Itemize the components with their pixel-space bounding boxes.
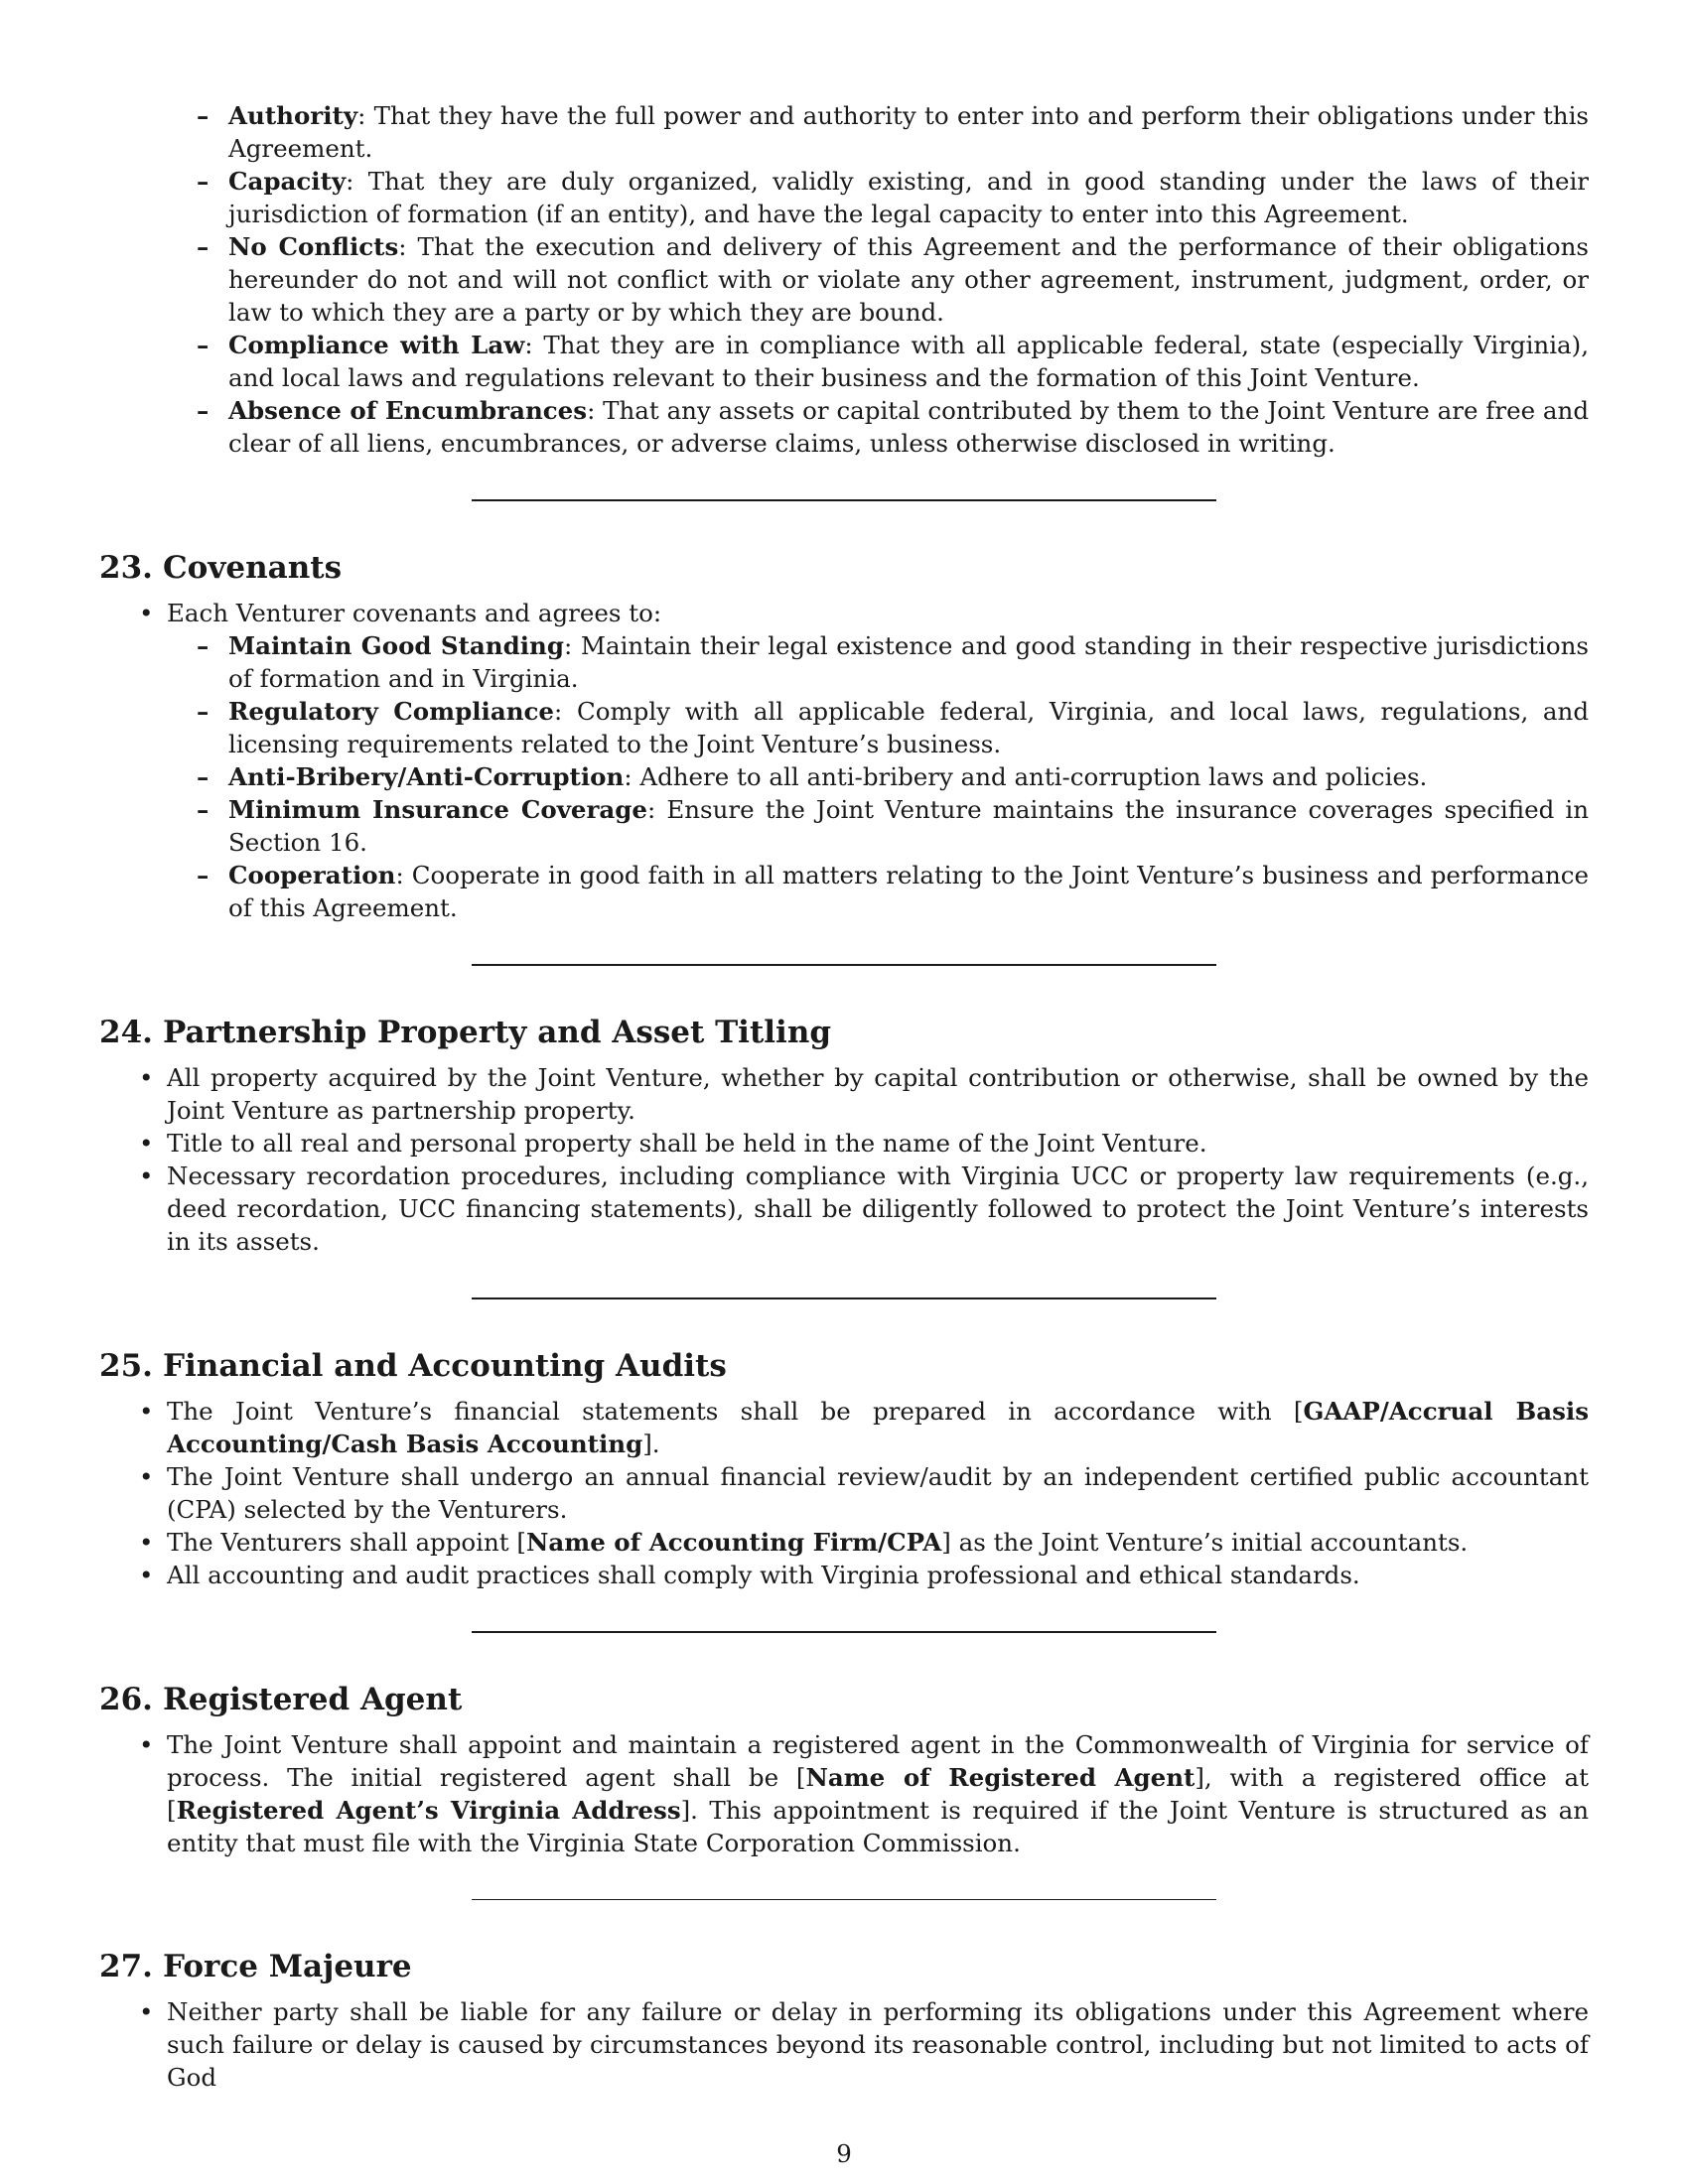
section-divider — [472, 1899, 1216, 1900]
list-item: • The Joint Venture shall undergo an annual financial review/audit by an independent certified public accountant (CPA) selected by the Venturers. — [167, 1460, 1589, 1526]
section-heading-23: 23. Covenants — [99, 550, 343, 586]
force-majeure-list — [99, 1995, 1589, 2094]
list-item: – Minimum Insurance Coverage: Ensure the Joint Venture maintains the insurance coverages specified in Section 16. — [228, 793, 1589, 859]
list-item: • The Venturers shall appoint [Name of Accounting Firm/CPA] as the Joint Venture’s initial accountants. — [167, 1526, 1589, 1559]
list-item: • The Joint Venture shall appoint and maintain a registered agent in the Commonwealth of Virginia for service of process. The initial registered agent shall be [Name of Registered Agent], with a registered office at [Registered Agent’s Virginia Address]. This appointment is required if the Joint Venture is structured as an entity that must file with the Virginia State Corporation Commission. — [167, 1728, 1589, 1859]
list-item: • Neither party shall be liable for any failure or delay in performing its obligations under this Agreement where such failure or delay is caused by circumstances beyond its reasonable control, including but not limited to acts of God — [167, 1995, 1589, 2094]
list-item: – Anti-Bribery/Anti-Corruption: Adhere to all anti-bribery and anti-corruption laws and policies. — [228, 760, 1589, 793]
section-divider — [472, 964, 1216, 966]
section-divider — [472, 1631, 1216, 1633]
section-heading-24: 24. Partnership Property and Asset Titling — [99, 1015, 832, 1050]
page-number: 9 — [836, 2139, 852, 2168]
list-item: • Each Venturer covenants and agrees to: – Maintain Good Standing: Maintain their legal existence and good standing in their respective jurisdictions of formation and in Virginia. – Regulatory Compliance: Comply with all applicable federal, Virginia, and local laws, regulations, and licensing requirements related to the Joint Venture’s business. – Anti-Bribery/Anti-Corruption: Adhere to all anti-bribery and anti-corruption laws and policies. – Minimum Insurance Coverage: Ensure the Joint Venture maintains the insurance coverages specified in Section 16. – Cooperation: Cooperate in good faith in all matters relating to the Joint Venture’s business and performance of this Agreement. — [167, 597, 1589, 924]
list-item: • All property acquired by the Joint Venture, whether by capital contribution or otherwise, shall be owned by the Joint Venture as partnership property. — [167, 1061, 1589, 1127]
section-divider — [472, 499, 1216, 501]
list-item: • Necessary recordation procedures, including compliance with Virginia UCC or property law requirements (e.g., deed recordation, UCC financing statements), shall be diligently followed to protect the Joint Venture’s interests in its assets. — [167, 1160, 1589, 1258]
covenants-sublist — [167, 629, 1589, 924]
list-item: • Title to all real and personal property shall be held in the name of the Joint Venture. — [167, 1127, 1589, 1160]
registered-agent-list — [99, 1728, 1589, 1859]
section-heading-27: 27. Force Majeure — [99, 1949, 412, 1984]
audits-list — [99, 1395, 1589, 1591]
list-item: – No Conflicts: That the execution and delivery of this Agreement and the performance of their obligations hereunder do not and will not conflict with or violate any other agreement, instrument, judgment, order, or law to which they are a party or by which they are bound. — [228, 230, 1589, 329]
covenants-list — [99, 597, 1589, 924]
list-item: – Cooperation: Cooperate in good faith in all matters relating to the Joint Venture’s business and performance of this Agreement. — [228, 859, 1589, 924]
list-item: • All accounting and audit practices shall comply with Virginia professional and ethical standards. — [167, 1559, 1589, 1591]
list-item: – Authority: That they have the full power and authority to enter into and perform their obligations under this Agreement. — [228, 99, 1589, 165]
list-item: – Absence of Encumbrances: That any assets or capital contributed by them to the Joint Venture are free and clear of all liens, encumbrances, or adverse claims, unless otherwise disclosed in writing. — [228, 394, 1589, 460]
section-divider — [472, 1297, 1216, 1299]
list-item: • The Joint Venture’s financial statements shall be prepared in accordance with [GAAP/Accrual Basis Accounting/Cash Basis Accounting]. — [167, 1395, 1589, 1460]
representations-list — [99, 99, 1589, 460]
property-list — [99, 1061, 1589, 1258]
section-heading-26: 26. Registered Agent — [99, 1682, 463, 1717]
section-heading-25: 25. Financial and Accounting Audits — [99, 1348, 727, 1384]
list-item: – Regulatory Compliance: Comply with all applicable federal, Virginia, and local laws, regulations, and licensing requirements related to the Joint Venture’s business. — [228, 695, 1589, 760]
list-item: – Maintain Good Standing: Maintain their legal existence and good standing in their respective jurisdictions of formation and in Virginia. — [228, 629, 1589, 695]
document-page — [99, 99, 1589, 2094]
list-item: – Capacity: That they are duly organized, validly existing, and in good standing under the laws of their jurisdiction of formation (if an entity), and have the legal capacity to enter into this Agreement. — [228, 165, 1589, 230]
list-item: – Compliance with Law: That they are in compliance with all applicable federal, state (especially Virginia), and local laws and regulations relevant to their business and the formation of this Joint Venture. — [228, 329, 1589, 394]
